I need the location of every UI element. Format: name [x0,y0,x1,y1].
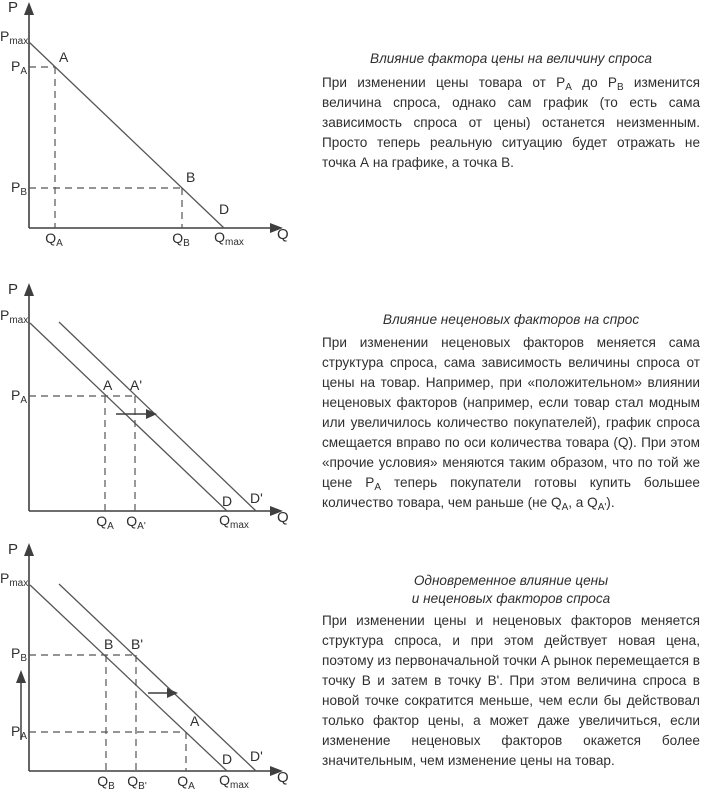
qa-label: $Q_A$ [177,773,195,790]
demand-chart-1-svg [0,0,300,250]
point-b-label: B [186,169,196,185]
point-a-label: A [190,713,200,729]
point-a-label: A [59,49,69,65]
pa-label: $P_A$ [10,58,27,77]
q-axis-label: Q [277,226,289,243]
demand-curve-d [30,585,227,771]
demand-chart-3-svg [0,530,300,780]
q-axis-label: Q [277,769,289,786]
qb-label: $Q_B$ [172,230,190,249]
point-a-label: A [103,377,113,393]
section-1-paragraph: При изменении цены товара от $P_A$ до $P_B$ изменится величина спроса, однако сам график (то есть сама зависимость спроса от цены) останется неизменным. Просто теперь реальную ситуацию будет отражать не точка А на графике, а точка В. [322,75,700,170]
qa-prime-label: $Q_{A'}$ [126,513,146,532]
p-axis-label: P [8,0,19,16]
curve-d-label: D [222,751,233,767]
pb-label: $P_B$ [10,179,27,198]
p-axis-label: P [8,541,19,558]
p-axis-label: P [8,281,19,298]
demand-chart-2-svg [0,270,300,520]
section-2-paragraph: При изменении неценовых факторов меняется сама структура спроса, сама зависимость величины спроса от цены на товар. Например, при «положительном» влиянии неценовых факторов (например, если товар стал модным или увеличилось количество покупателей), график спроса смещается вправо по оси количества товара (Q). При этом «прочие условия» меняются таким образом, что по той же цене $P_A$ теперь покупатели готовы купить большее количество товара, чем раньше (не $Q_A$, а $Q_{A'}$). [322,335,700,513]
price-up-arrowhead-icon [16,670,26,683]
q-axis-label: Q [277,509,289,526]
section-2-title: Влияние неценовых факторов на спрос [382,312,640,327]
demand-curve-d [29,42,224,228]
curve-d-prime-label: D' [250,748,263,764]
qmax-label: $Q_{max}$ [219,512,249,531]
pmax-label: $P_{max}$ [0,28,29,47]
curve-d-label: D [222,493,233,509]
section-3-paragraph: При изменении цены и неценовых факторов меняется структура спроса, и при этом действует новая цена, поэтому из первоначальной точки А рынок перемещается в точку В и затем в точку В'. При этом величина спроса в новой точке сократится меньше, чем если бы действовал только фактор цены, а может даже увеличиться, если изменение неценовых факторов окажется более значительным, чем изменение цены на товар. [322,613,700,768]
section-3-title: Одновременное влияние цены и неценовых факторов спроса [411,573,611,606]
demand-curve-d [30,323,227,511]
y-axis-arrowhead-icon [24,283,34,296]
qmax-label: $Q_{max}$ [214,229,244,248]
point-b-prime-label: B' [131,636,144,652]
curve-d-label: D [219,201,230,217]
pa-label: $P_A$ [10,723,27,742]
graph-combined-factors [0,530,300,788]
curve-d-prime-label: D' [250,490,263,506]
pmax-label: $P_{max}$ [0,570,29,589]
y-axis-arrowhead-icon [24,543,34,556]
demand-curve-d-prime [59,584,256,771]
qmax-label: $Q_{max}$ [219,772,249,790]
shift-right-arrowhead-icon [167,688,178,698]
pa-label: $P_A$ [10,387,27,406]
y-axis-arrowhead-icon [24,2,34,15]
point-b-label: B [104,636,114,652]
demand-curve-d-prime [59,322,256,511]
qb-label: $Q_B$ [97,773,115,790]
pb-label: $P_B$ [10,645,27,664]
qb-prime-label: $Q_{B'}$ [127,773,147,790]
pmax-label: $P_{max}$ [0,307,29,326]
graph-nonprice-factors [0,270,300,532]
graph-price-factor [0,0,300,258]
section-1-title: Влияние фактора цены на величину спроса [370,51,652,66]
point-a-prime-label: A' [130,377,143,393]
qa-label: $Q_A$ [96,513,114,532]
qa-label: $Q_A$ [45,230,63,249]
